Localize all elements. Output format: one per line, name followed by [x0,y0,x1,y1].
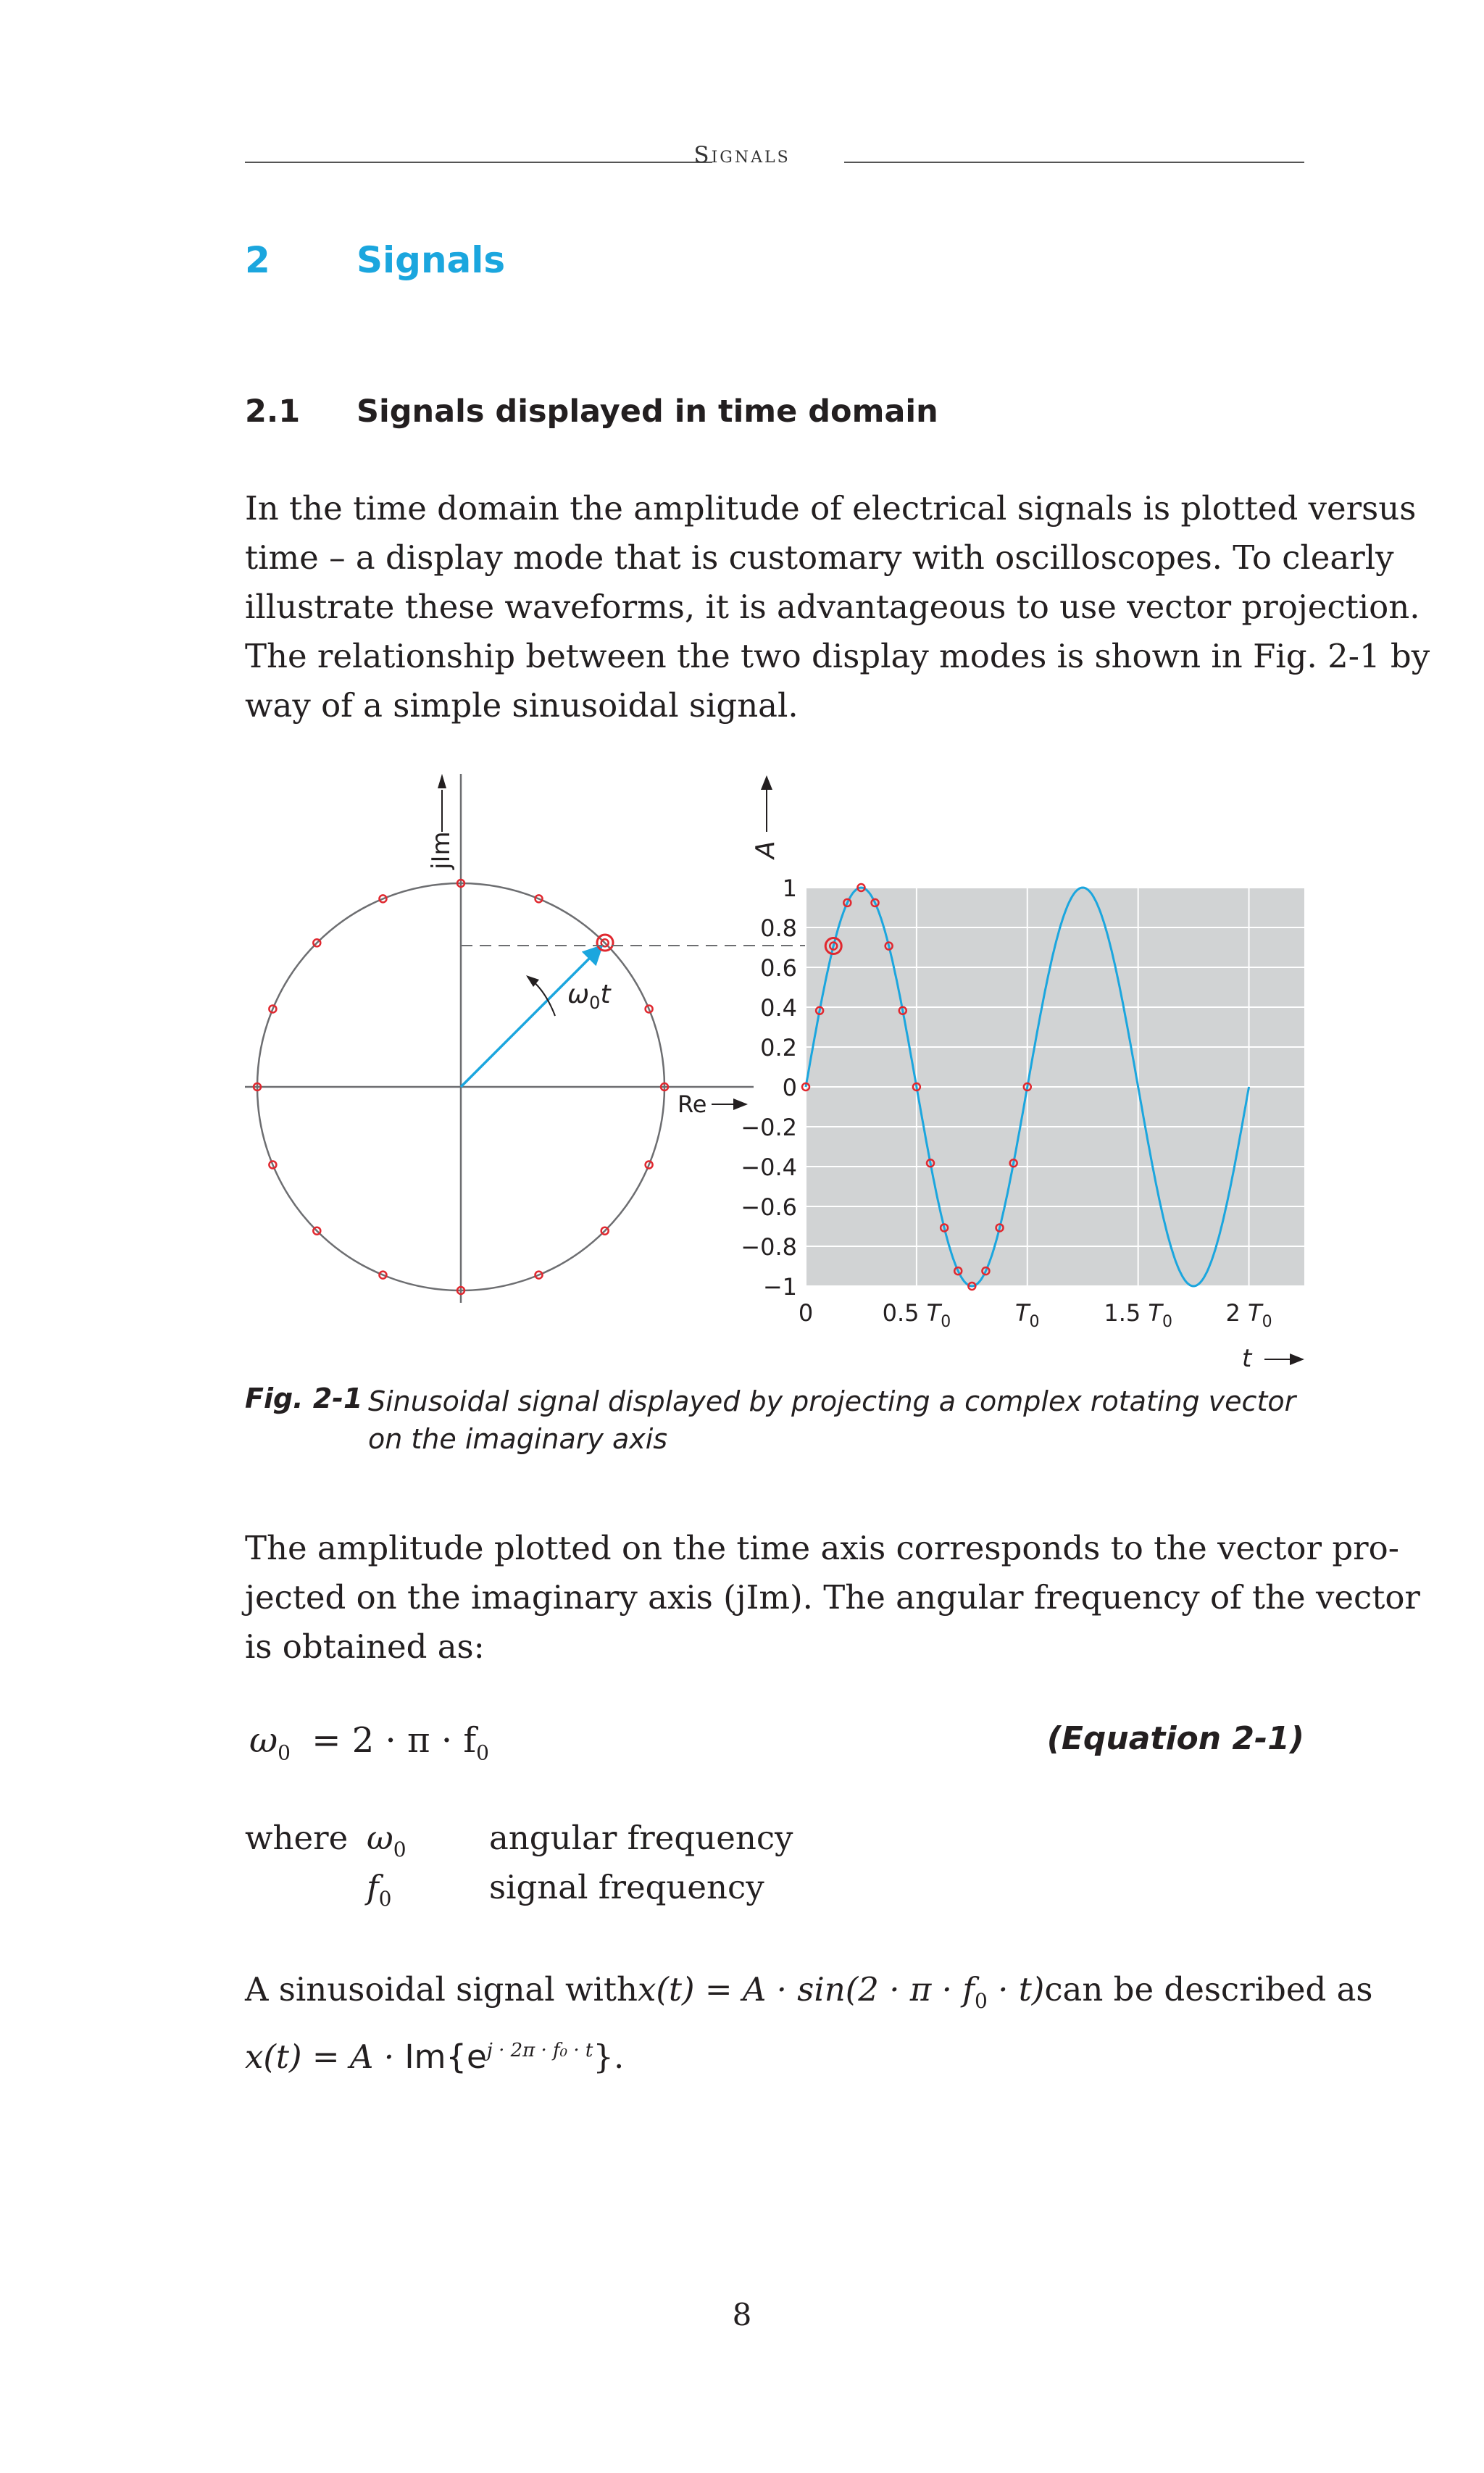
section-number: 2.1 [245,393,301,430]
where-row-1 [245,1819,348,1857]
equation-2-1 [249,1720,489,1765]
page-number: 8 [732,2297,752,2332]
y-tick-label: −0.2 [741,1114,797,1141]
y-tick-label: −0.6 [741,1193,797,1221]
body2-line: is obtained as: [245,1627,485,1666]
y-tick-label: 0.4 [760,994,797,1022]
final-line-1: A sinusoidal signal with $x(t) = A \cdot \sin(2 \cdot \pi \cdot f_0 \cdot t)$ can be described as [245,1970,1373,2013]
final-paragraph [245,1965,1373,2082]
x-tick-label: 1.5 $T_0$ [1104,1299,1172,1331]
y-tick-label: −0.8 [741,1233,797,1261]
equation-lhs: ω [249,1720,278,1761]
where-desc-omega: angular frequency [489,1819,793,1857]
body2-line: jected on the imaginary axis (jIm). The angular frequency of the vector [245,1578,1420,1617]
intro-line: In the time domain the amplitude of electrical signals is plotted versus [245,489,1417,527]
chapter-number: 2 [245,239,270,281]
section-title: Signals displayed in time domain [357,393,938,430]
imag-axis-label: jIm [427,831,456,869]
phasor-diagram [245,774,754,1303]
phasor-vector [461,946,601,1087]
figure-label: Fig. 2-1 [245,1383,363,1414]
equation-rhs: = 2 · π · f [312,1720,477,1761]
equation-rhs-sub: 0 [476,1740,489,1765]
where-desc-f: signal frequency [489,1868,764,1906]
y-axis-label: A [751,841,780,859]
intro-line: time – a display mode that is customary with oscilloscopes. To clearly [245,538,1394,577]
y-tick-label: −1 [762,1273,797,1301]
body-paragraph-2 [245,1524,1420,1672]
running-header-title: Signals [693,142,791,168]
x-axis-label: t [1242,1344,1252,1373]
imag-axis-arrowhead [438,774,446,788]
body2-line: The amplitude plotted on the time axis corresponds to the vector pro- [245,1529,1399,1567]
x-tick-label: $T_0$ [1015,1299,1040,1331]
final-line-2: $x(t) = A \cdot Im\{e^{j \cdot 2\pi \cdot f_0 \cdot t}\}$. [245,2038,625,2076]
intro-line: The relationship between the two display modes is shown in Fig. 2-1 by [245,637,1430,675]
x-tick-label: 0.5 $T_0$ [882,1299,951,1331]
equation-tag: (Equation 2-1) [1046,1720,1304,1757]
intro-line: way of a simple sinusoidal signal. [245,686,799,725]
y-tick-label: 0.8 [760,914,797,942]
chapter-title: Signals [357,239,506,281]
y-tick-label: −0.4 [741,1154,797,1181]
x-tick-label: 2 $T_0$ [1225,1299,1272,1331]
where-label: where [245,1819,349,1857]
figure-caption: Sinusoidal signal displayed by projecting a complex rotating vector on the imaginary axis [368,1385,1296,1455]
y-tick-label: 0.6 [760,954,797,982]
equation-lhs-sub: 0 [278,1740,291,1765]
x-tick-label: 0 [798,1299,814,1327]
time-domain-plot [741,777,1304,1373]
real-axis-label: Re [678,1090,707,1118]
angle-label: $\omega_0t$ [567,980,611,1013]
where-symbol-omega: $\omega_0$ [367,1819,407,1861]
intro-line: illustrate these waveforms, it is advantageous to use vector projection. [245,588,1420,626]
where-symbol-f: $f_0$ [367,1868,392,1911]
y-tick-label: 0.2 [760,1034,797,1062]
y-tick-label: 1 [782,875,797,902]
y-tick-label: 0 [782,1074,797,1101]
